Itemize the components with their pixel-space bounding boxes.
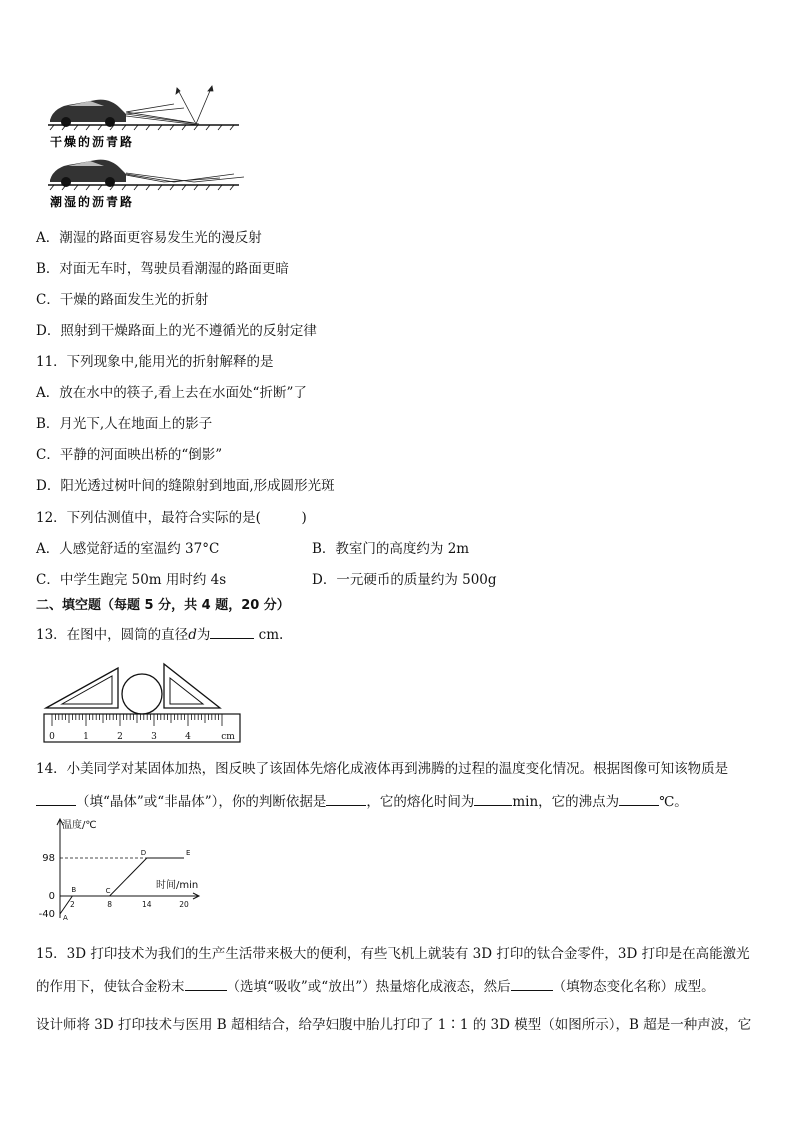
y-tick-label: 0 <box>48 891 55 902</box>
x-tick-label: 8 <box>107 900 112 909</box>
point-label-a: A <box>63 914 68 922</box>
ruler-label-1: 1 <box>83 732 89 742</box>
q14-blank-1[interactable] <box>36 791 76 806</box>
q15-line2 <box>36 976 715 996</box>
q14-blank-2[interactable] <box>326 791 366 806</box>
q15-line3: 设计师将 3D 打印技术与医用 B 超相结合，给孕妇腹中胎儿打印了 1∶1 的 3D 模型（如图所示），B 超是一种声波，它 <box>36 1017 752 1033</box>
q14-line2 <box>36 791 688 811</box>
q14-text-d: ℃。 <box>659 794 688 810</box>
dry-rays <box>126 86 213 125</box>
x-tick-label: 20 <box>179 900 189 909</box>
q15-text-a: 的作用下，使钛合金粉末 <box>36 979 185 995</box>
ruler-label-4: 4 <box>185 732 191 742</box>
ruler-label-0: 0 <box>49 732 55 742</box>
q10-option-c: C．干燥的路面发生光的折射 <box>36 292 209 308</box>
q15-blank-1[interactable] <box>185 976 227 991</box>
q11-option-a: A．放在水中的筷子,看上去在水面处“折断”了 <box>36 385 307 401</box>
cylinder <box>122 674 162 714</box>
q15-text-c: （填物态变化名称）成型。 <box>552 979 715 995</box>
q13-suffix: cm. <box>254 627 284 643</box>
ruler-label-unit: cm <box>221 732 235 742</box>
q14-text-c: min，它的沸点为 <box>512 794 620 810</box>
y-tick-label: 98 <box>42 853 55 864</box>
q12-stem: 12．下列估测值中，最符合实际的是( ) <box>36 510 307 526</box>
car-dry-icon <box>50 100 126 127</box>
point-label-e: E <box>186 849 191 857</box>
q14-text-b: ，它的熔化时间为 <box>366 794 475 810</box>
q13-stem <box>36 624 283 644</box>
q12-option-c: C．中学生跑完 50m 用时约 4s <box>36 572 227 588</box>
q10-option-b: B．对面无车时，驾驶员看潮湿的路面更暗 <box>36 261 289 277</box>
road-diagram <box>44 78 249 213</box>
q11-option-c: C．平静的河面映出桥的“倒影” <box>36 447 223 463</box>
section-heading: 二、填空题（每题 5 分，共 4 题，20 分） <box>36 598 290 613</box>
q11-stem: 11．下列现象中,能用光的折射解释的是 <box>36 354 274 370</box>
q15-line1: 15．3D 打印技术为我们的生产生活带来极大的便利，有些飞机上就装有 3D 打印的钛合金零件，3D 打印是在高能激光 <box>36 946 750 962</box>
wet-rays <box>126 173 244 182</box>
q12-option-b: B．教室门的高度约为 2m <box>312 541 470 557</box>
q13-mid: 为 <box>196 627 211 643</box>
q11-option-b: B．月光下,人在地面上的影子 <box>36 416 213 432</box>
q13-variable: d <box>188 627 197 643</box>
ruler <box>44 714 240 742</box>
x-tick-label: 2 <box>70 900 75 909</box>
wet-road-label: 潮湿的沥青路 <box>50 195 135 209</box>
dry-road-label: 干燥的沥青路 <box>50 135 135 149</box>
q10-option-d: D．照射到干燥路面上的光不遵循光的反射定律 <box>36 323 317 339</box>
ruler-label-2: 2 <box>117 732 123 742</box>
y-axis-label: 温度/℃ <box>62 820 97 831</box>
q11-option-d: D．阳光透过树叶间的缝隙射到地面,形成圆形光斑 <box>36 478 335 494</box>
q10-option-a: A．潮湿的路面更容易发生光的漫反射 <box>36 230 262 246</box>
temperature-time-chart <box>32 818 222 922</box>
x-tick-label: 14 <box>142 900 152 909</box>
ruler-label-3: 3 <box>151 732 157 742</box>
left-set-square <box>46 668 118 708</box>
q12-option-a: A．人感觉舒适的室温约 37°C <box>36 541 220 557</box>
q14-line1: 14．小美同学对某固体加热，图反映了该固体先熔化成液体再到沸腾的过程的温度变化情况。根据图像可知该物质是 <box>36 761 729 777</box>
q14-blank-4[interactable] <box>619 791 659 806</box>
point-label-b: B <box>71 886 77 894</box>
x-axis-label: 时间/min <box>156 880 199 891</box>
road-reflection-figure <box>44 78 249 213</box>
point-label-c: C <box>105 887 111 895</box>
q15-text-b: （选填“吸收”或“放出”）热量熔化成液态，然后 <box>226 979 511 995</box>
right-set-square <box>164 664 220 708</box>
q14-text-a: （填“晶体”或“非晶体”），你的判断依据是 <box>76 794 327 810</box>
ruler-cylinder-figure <box>40 660 245 746</box>
q13-prefix: 13．在图中，圆筒的直径 <box>36 627 189 643</box>
q15-blank-2[interactable] <box>511 976 553 991</box>
car-wet-icon <box>50 160 126 187</box>
q13-answer-blank[interactable] <box>210 624 254 639</box>
y-tick-label: -40 <box>38 909 55 920</box>
q14-blank-3[interactable] <box>474 791 512 806</box>
q12-option-d: D．一元硬币的质量约为 500g <box>312 572 497 588</box>
point-label-d: D <box>140 849 147 857</box>
